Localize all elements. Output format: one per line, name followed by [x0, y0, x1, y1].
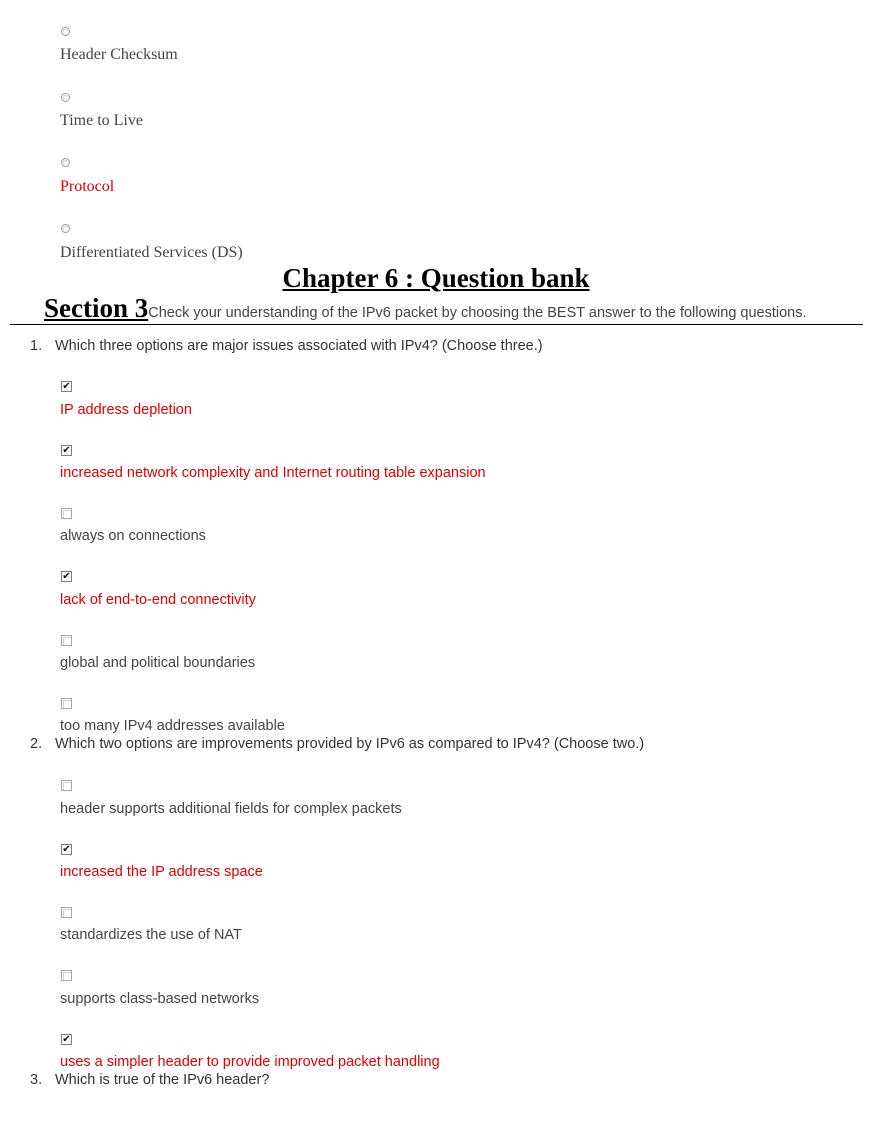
checkbox-checked[interactable]: ✔ — [62, 844, 71, 855]
checkbox-checked[interactable]: ✔ — [62, 571, 71, 582]
question-3 — [30, 1072, 269, 1088]
answer-option: header supports additional fields for complex packets — [60, 801, 402, 817]
answer-option-differentiated-services: Differentiated Services (DS) — [60, 244, 243, 261]
answer-option: global and political boundaries — [60, 655, 256, 671]
answer-option: uses a simpler header to provide improved packet handling — [60, 1054, 440, 1070]
chapter-title: Chapter 6 : Question bank — [282, 263, 590, 293]
answer-option: too many IPv4 addresses available — [60, 718, 285, 734]
radio-button[interactable] — [61, 224, 70, 233]
question-2 — [30, 736, 644, 752]
question-1 — [30, 338, 543, 354]
question-number: 2. — [30, 736, 43, 752]
question-text: Which three options are major issues associated with IPv4? (Choose three.) — [55, 338, 543, 354]
checkbox-unchecked[interactable] — [61, 907, 72, 918]
answer-option: increased the IP address space — [60, 864, 263, 880]
answer-option: standardizes the use of NAT — [60, 927, 242, 943]
radio-button[interactable] — [61, 27, 70, 36]
question-text: Which two options are improvements provided by IPv6 as compared to IPv4? (Choose two.) — [55, 736, 645, 752]
section-title: Section 3 — [44, 293, 149, 323]
question-number: 1. — [30, 338, 43, 354]
question-text: Which is true of the IPv6 header? — [55, 1072, 270, 1088]
checkbox-unchecked[interactable] — [61, 635, 72, 646]
checkbox-checked[interactable]: ✔ — [62, 1034, 71, 1045]
answer-option: increased network complexity and Internet routing table expansion — [60, 465, 486, 481]
answer-option: IP address depletion — [60, 402, 192, 418]
answer-option-protocol: Protocol — [60, 178, 115, 195]
radio-button[interactable] — [61, 93, 70, 102]
checkbox-unchecked[interactable] — [61, 780, 72, 791]
section-description: Check your understanding of the IPv6 packet by choosing the BEST answer to the following questions. — [148, 305, 807, 321]
radio-button[interactable] — [61, 158, 70, 167]
answer-option: lack of end-to-end connectivity — [60, 592, 256, 608]
checkbox-unchecked[interactable] — [61, 970, 72, 981]
checkbox-checked[interactable]: ✔ — [62, 445, 71, 456]
section-header — [44, 293, 807, 324]
checkbox-unchecked[interactable] — [61, 698, 72, 709]
checkbox-unchecked[interactable] — [61, 508, 72, 519]
answer-option-time-to-live: Time to Live — [60, 112, 143, 129]
checkbox-checked[interactable]: ✔ — [62, 381, 71, 392]
section-divider — [10, 324, 863, 325]
answer-option: always on connections — [60, 528, 206, 544]
question-number: 3. — [30, 1072, 43, 1088]
answer-option-header-checksum: Header Checksum — [60, 46, 178, 63]
answer-option: supports class-based networks — [60, 991, 260, 1007]
